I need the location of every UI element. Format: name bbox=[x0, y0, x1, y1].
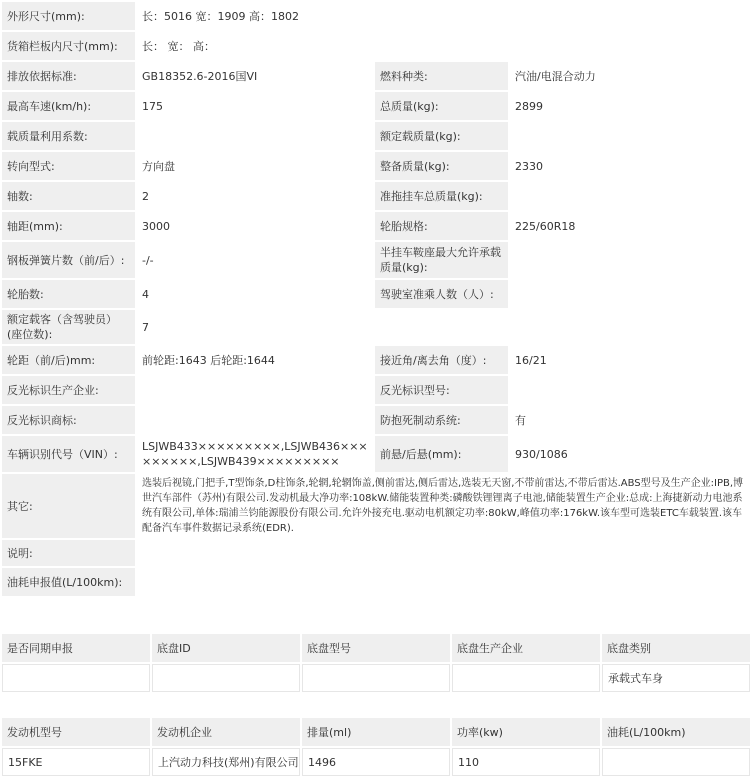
track-value: 前轮距:1643 后轮距:1644 bbox=[137, 346, 373, 374]
saddle-value bbox=[510, 242, 750, 278]
chassis-cell bbox=[2, 664, 150, 692]
spec-row bbox=[2, 568, 750, 596]
wheelbase-label: 轴距(mm): bbox=[2, 212, 135, 240]
chassis-cell bbox=[152, 664, 300, 692]
reflect-model-value bbox=[510, 376, 750, 404]
springs-label: 钢板弹簧片数（前/后）: bbox=[2, 242, 135, 278]
track-label: 轮距（前/后)mm: bbox=[2, 346, 135, 374]
other-label: 其它: bbox=[2, 474, 135, 538]
consumption-label: 油耗申报值(L/100km): bbox=[2, 568, 135, 596]
fuel-value: 汽油/电混合动力 bbox=[510, 62, 750, 90]
ratedload-label: 额定载质量(kg): bbox=[375, 122, 508, 150]
abs-value: 有 bbox=[510, 406, 750, 434]
speed-value: 175 bbox=[137, 92, 373, 120]
tire-label: 轮胎规格: bbox=[375, 212, 508, 240]
vin-label: 车辆识别代号（VIN）: bbox=[2, 436, 135, 472]
spec-row bbox=[2, 122, 750, 150]
chassis-header-cell: 是否同期申报 bbox=[2, 634, 150, 662]
chassis-cell bbox=[452, 664, 600, 692]
loaduse-label: 载质量利用系数: bbox=[2, 122, 135, 150]
axles-value: 2 bbox=[137, 182, 373, 210]
chassis-cell: 承载式车身 bbox=[602, 664, 750, 692]
engine-cell: 15FKE bbox=[2, 748, 150, 776]
reflect-model-label: 反光标识型号: bbox=[375, 376, 508, 404]
engine-header-cell: 发动机型号 bbox=[2, 718, 150, 746]
spec-row bbox=[2, 32, 750, 60]
tire-value: 225/60R18 bbox=[510, 212, 750, 240]
engine-table bbox=[0, 716, 750, 778]
cargo-value: 长： 宽： 高： bbox=[137, 32, 750, 60]
spec-row bbox=[2, 346, 750, 374]
engine-cell: 110 bbox=[452, 748, 600, 776]
steering-value: 方向盘 bbox=[137, 152, 373, 180]
chassis-row bbox=[2, 664, 750, 692]
curb-value: 2330 bbox=[510, 152, 750, 180]
note-label: 说明: bbox=[2, 540, 135, 566]
chassis-header-row bbox=[2, 634, 750, 662]
note-value bbox=[137, 540, 750, 566]
dims-value: 长：5016 宽：1909 高：1802 bbox=[137, 2, 750, 30]
seats-label: 额定载客（含驾驶员）(座位数): bbox=[2, 310, 135, 344]
chassis-header-cell: 底盘型号 bbox=[302, 634, 450, 662]
emission-label: 排放依据标准: bbox=[2, 62, 135, 90]
consumption-value bbox=[137, 568, 750, 596]
engine-header-cell: 油耗(L/100km) bbox=[602, 718, 750, 746]
engine-cell: 上汽动力科技(郑州)有限公司 bbox=[152, 748, 300, 776]
trailer-label: 准拖挂车总质量(kg): bbox=[375, 182, 508, 210]
engine-header-row bbox=[2, 718, 750, 746]
spec-row bbox=[2, 2, 750, 30]
tires-label: 轮胎数: bbox=[2, 280, 135, 308]
loaduse-value bbox=[137, 122, 373, 150]
spec-row bbox=[2, 152, 750, 180]
engine-header-cell: 发动机企业 bbox=[152, 718, 300, 746]
fuel-label: 燃料种类: bbox=[375, 62, 508, 90]
dims-label: 外形尺寸(mm): bbox=[2, 2, 135, 30]
gross-label: 总质量(kg): bbox=[375, 92, 508, 120]
spec-row bbox=[2, 212, 750, 240]
cabpass-label: 驾驶室准乘人数（人）: bbox=[375, 280, 508, 308]
overhang-value: 930/1086 bbox=[510, 436, 750, 472]
spec-row bbox=[2, 310, 750, 344]
spec-row bbox=[2, 62, 750, 90]
emission-value: GB18352.6-2016国VI bbox=[137, 62, 373, 90]
axles-label: 轴数: bbox=[2, 182, 135, 210]
other-value: 选装后视镜,门把手,T型饰条,D柱饰条,轮辋,轮辋饰盖,侧前雷达,侧后雷达,选装无天窗,不带前雷达,不带后雷达.ABS型号及生产企业:IPB,博世汽车部件（苏州)有限公司.发动机最大净功率:108kW.储能装置种类:磷酸铁锂锂离子电池,储能装置生产企业:总成:上海捷新动力电池系统有限公司,单体:瑞浦兰钧能源股份有限公司.允许外接充电.驱动电机额定功率:80kW,峰值功率:176kW.该车型可选装ETC车载装置.该车配备汽车事件数据记录系统(EDR). bbox=[137, 474, 750, 538]
spec-row bbox=[2, 182, 750, 210]
angle-label: 接近角/离去角（度）: bbox=[375, 346, 508, 374]
wheelbase-value: 3000 bbox=[137, 212, 373, 240]
seats-value: 7 bbox=[137, 310, 750, 344]
overhang-label: 前悬/后悬(mm): bbox=[375, 436, 508, 472]
speed-label: 最高车速(km/h): bbox=[2, 92, 135, 120]
curb-label: 整备质量(kg): bbox=[375, 152, 508, 180]
chassis-table bbox=[0, 632, 750, 694]
engine-header-cell: 排量(ml) bbox=[302, 718, 450, 746]
spec-row bbox=[2, 376, 750, 404]
spec-row bbox=[2, 280, 750, 308]
reflect-brand-label: 反光标识商标: bbox=[2, 406, 135, 434]
spec-row bbox=[2, 242, 750, 278]
saddle-label: 半挂车鞍座最大允许承载质量(kg): bbox=[375, 242, 508, 278]
trailer-value bbox=[510, 182, 750, 210]
chassis-header-cell: 底盘生产企业 bbox=[452, 634, 600, 662]
spec-row bbox=[2, 474, 750, 538]
cabpass-value bbox=[510, 280, 750, 308]
abs-label: 防抱死制动系统: bbox=[375, 406, 508, 434]
chassis-cell bbox=[302, 664, 450, 692]
engine-header-cell: 功率(kw) bbox=[452, 718, 600, 746]
steering-label: 转向型式: bbox=[2, 152, 135, 180]
chassis-header-cell: 底盘ID bbox=[152, 634, 300, 662]
reflect-maker-value bbox=[137, 376, 373, 404]
chassis-header-cell: 底盘类别 bbox=[602, 634, 750, 662]
gross-value: 2899 bbox=[510, 92, 750, 120]
cargo-label: 货箱栏板内尺寸(mm): bbox=[2, 32, 135, 60]
spec-row bbox=[2, 92, 750, 120]
engine-row bbox=[2, 748, 750, 776]
spec-row bbox=[2, 406, 750, 434]
spec-row bbox=[2, 436, 750, 472]
engine-cell: 1496 bbox=[302, 748, 450, 776]
spec-row bbox=[2, 540, 750, 566]
engine-cell bbox=[602, 748, 750, 776]
tires-value: 4 bbox=[137, 280, 373, 308]
reflect-maker-label: 反光标识生产企业: bbox=[2, 376, 135, 404]
reflect-brand-value bbox=[137, 406, 373, 434]
ratedload-value bbox=[510, 122, 750, 150]
springs-value: -/- bbox=[137, 242, 373, 278]
angle-value: 16/21 bbox=[510, 346, 750, 374]
vin-value: LSJWB433×××××××××,LSJWB436×××××××××,LSJWB439××××××××× bbox=[137, 436, 373, 472]
